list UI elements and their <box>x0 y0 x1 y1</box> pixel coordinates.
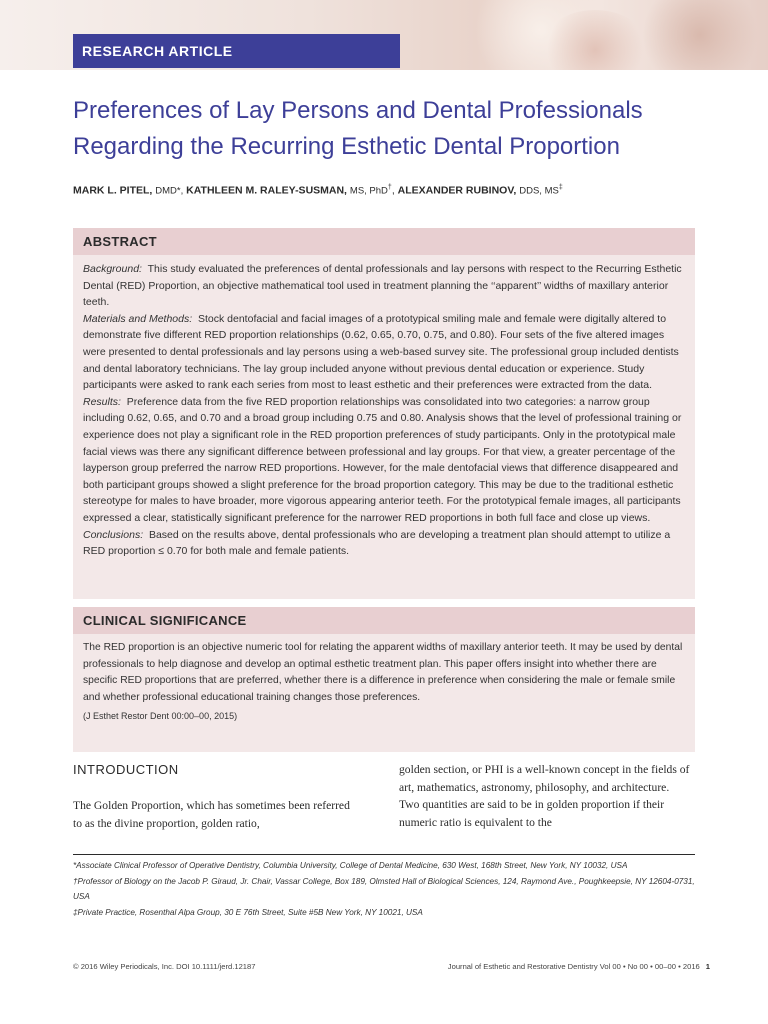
footnote: ‡Private Practice, Rosenthal Alpa Group, 30 E 76th Street, Suite #5B New York, NY 10021, USA <box>73 907 423 917</box>
clinical-significance-heading: CLINICAL SIGNIFICANCE <box>73 607 695 634</box>
introduction-paragraph-continued: golden section, or PHI is a well-known concept in the fields of art, mathematics, astronomy, philosophy, and architecture. Two quantities are said to be in golden proportion if their numeric ratio is equivalent to the <box>399 763 690 829</box>
journal-citation: (J Esthet Restor Dent 00:00–00, 2015) <box>83 711 238 722</box>
author-name: MARK L. PITEL, <box>73 184 153 197</box>
introduction-paragraph: The Golden Proportion, which has sometimes been referred to as the divine proportion, golden ratio, <box>73 799 350 830</box>
footnote: *Associate Clinical Professor of Operative Dentistry, Columbia University, College of Dental Medicine, 630 West, 168th Street, New York, NY 10032, USA <box>73 861 628 870</box>
section-text: This study evaluated the preferences of dental professionals and lay persons with respect to the Recurring Esthetic Dental (RED) Proportion, an objective mathematical tool used in treatment planning the ‘‘apparent’’ widths of maxillary anterior teeth. <box>83 263 682 309</box>
section-text: Based on the results above, dental professionals who are developing a treatment plan should attempt to utilize a RED proportion ≤ 0.70 for both male and female patients. <box>83 528 671 558</box>
clinical-significance-text: The RED proportion is an objective numeric tool for relating the apparent widths of maxillary anterior teeth. It may be used by dental professionals to help diagnose and develop an optimal esthetic treatment plan. This paper offers insight into whether there are specific RED proportions that are preferred, whether there is a difference in preference when considering the male or female smile and whether professional educational training changes those preferences. <box>83 642 683 703</box>
author-affiliation-mark: † <box>387 184 392 191</box>
body-column-right <box>399 760 691 831</box>
article-title <box>73 93 713 165</box>
author-degree: DDS, MS <box>519 185 559 197</box>
abstract-section <box>83 527 685 560</box>
author-degree: MS, PhD <box>349 185 388 197</box>
section-label: Results: <box>83 395 121 408</box>
abstract-section <box>83 261 685 311</box>
author-separator: , <box>391 184 395 197</box>
footnote-divider <box>73 854 695 855</box>
affiliation-footnotes <box>73 858 695 920</box>
footnote: †Professor of Biology on the Jacob P. Giraud, Jr. Chair, Vassar College, Box 189, Olmsted Hall of Biological Sciences, 124, Raymond Ave., Poughkeepsie, NY 12604-0731, USA <box>73 876 695 902</box>
author-affiliation-mark: ‡ <box>558 184 563 191</box>
journal-footer <box>448 962 710 971</box>
journal-info: Journal of Esthetic and Restorative Dentistry Vol 00 • No 00 • 00–00 • 2016 <box>447 962 700 971</box>
page-number: 1 <box>705 962 710 971</box>
copyright-doi: © 2016 Wiley Periodicals, Inc. DOI 10.1111/jerd.12187 <box>73 962 256 971</box>
clinical-significance-panel <box>73 607 695 752</box>
body-column-left <box>73 760 358 832</box>
introduction-heading: INTRODUCTION <box>73 762 179 777</box>
photo-shade <box>640 0 760 70</box>
section-label: Background: <box>83 263 142 275</box>
section-label: Materials and Methods: <box>83 312 193 325</box>
section-label: Conclusions: <box>83 528 144 541</box>
abstract-section <box>83 311 685 394</box>
abstract-body <box>73 255 695 599</box>
abstract-panel <box>73 228 695 599</box>
section-text: Preference data from the five RED proportion relationships was consolidated into two categories: a narrow group including 0.62, 0.65, and 0.70 and a broad group including 0.75 and 0.80. Analysis shows that the level of professional training or experience does not play a significant role in the RED proportion preferences of study participants. Only in the prototypical male facial views was there any significant difference between professional and lay groups. For that view, a greater percentage of the layperson group preferred the narrow RED proportions. However, for the male dentofacial views that difference disappeared and both participant groups showed a slight preference for the broad proportion category. This may be due to the traditional esthetic stereotype for males to have broader, more vigorous appearing anterior teeth. For the prototypical female images, all participants expressed a clear, statistically significant preference for the narrower RED proportions in both full face and close up views. <box>83 395 682 524</box>
abstract-heading: ABSTRACT <box>73 228 695 255</box>
author-name: KATHLEEN M. RALEY-SUSMAN, <box>186 184 347 197</box>
article-type-badge: RESEARCH ARTICLE <box>73 34 400 68</box>
clinical-significance-body <box>73 634 695 752</box>
author-degree: DMD*, <box>155 185 184 197</box>
author-list <box>73 181 713 199</box>
abstract-section <box>83 394 685 527</box>
title-line: Regarding the Recurring Esthetic Dental Proportion <box>73 133 620 160</box>
section-text: Stock dentofacial and facial images of a prototypical smiling male and female were digitally altered to demonstrate five different RED proportion relationships (0.62, 0.65, 0.70, 0.75, and 0.80). Four sets of the five altered images were presented to dental professionals and lay persons using a web-based survey site. The professional group included dentists and dental laboratory technicians. The lay group included anyone without previous dental education or experience. Study participants were asked to rank each series from most to least esthetic and their preferences were extracted from the data. <box>83 312 679 392</box>
author-name: ALEXANDER RUBINOV, <box>397 184 517 197</box>
title-line: Preferences of Lay Persons and Dental Professionals <box>73 97 643 124</box>
